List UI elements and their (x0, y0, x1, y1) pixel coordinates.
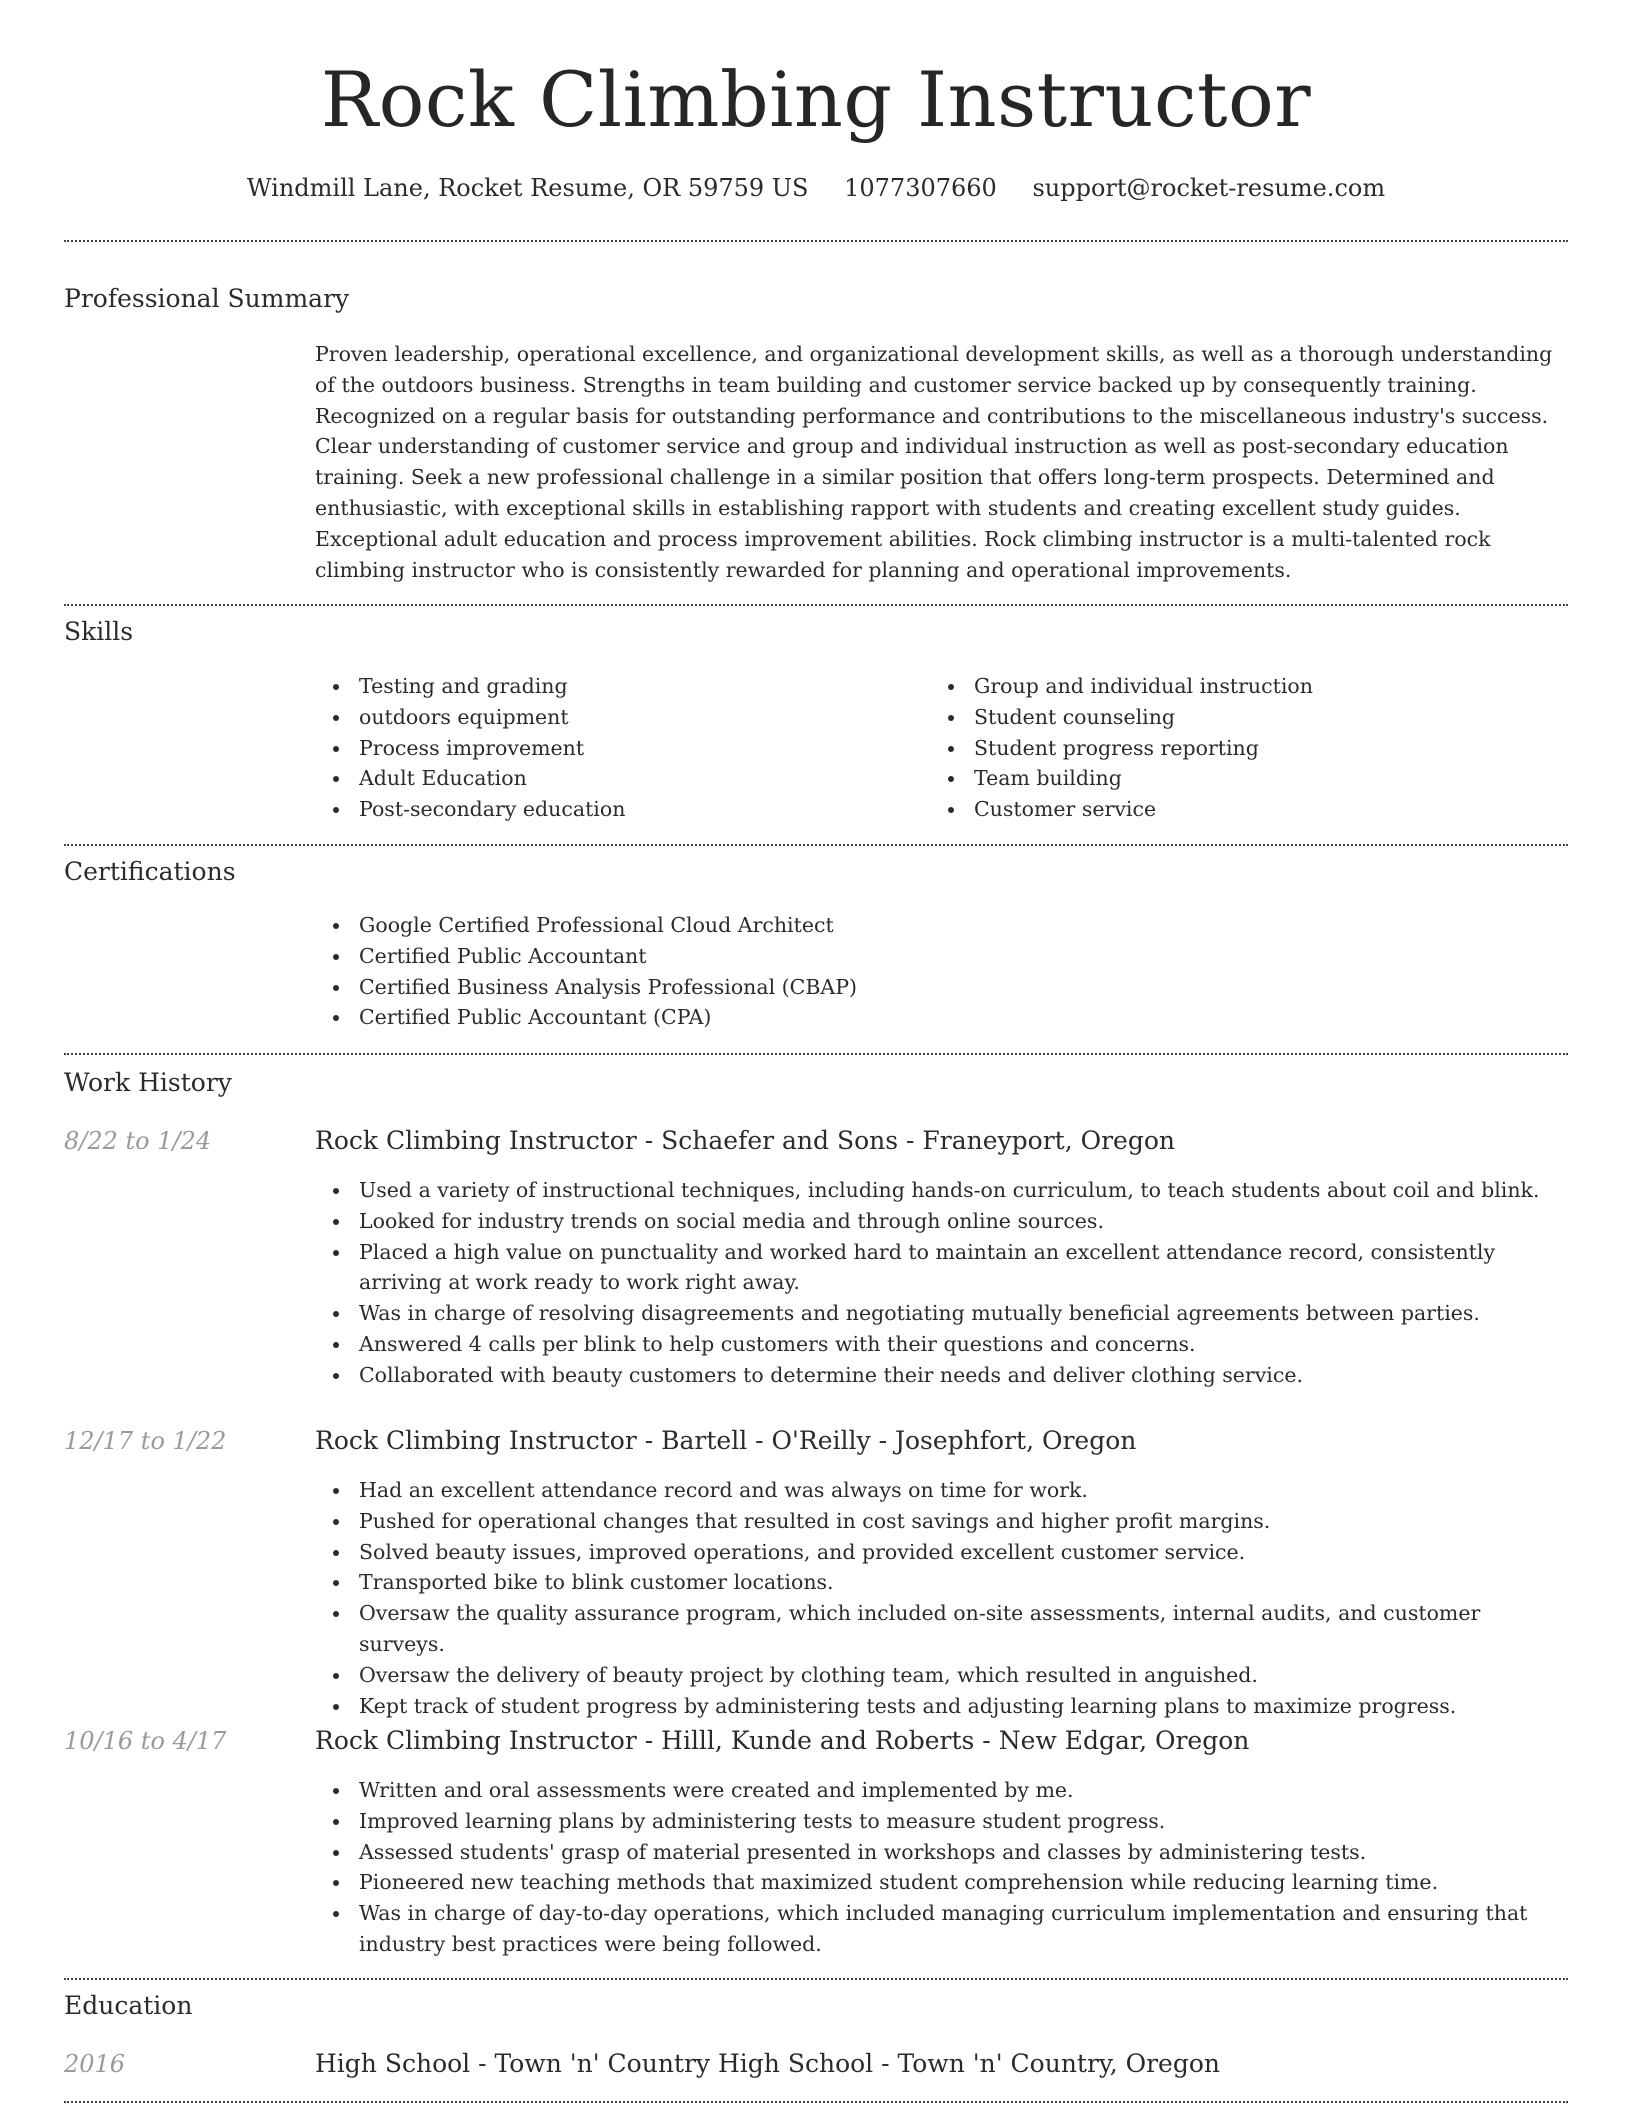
job-dates: 8/22 to 1/24 (64, 1127, 212, 1155)
job-bullet: Had an excellent attendance record and was always on time for work. (315, 1475, 1568, 1506)
job-dates: 12/17 to 1/22 (64, 1427, 227, 1455)
skill-item: Testing and grading (315, 671, 915, 702)
skill-item: outdoors equipment (315, 702, 915, 733)
job-bullet: Pioneered new teaching methods that maximized student comprehension while reducing learning time. (315, 1867, 1568, 1898)
skill-item: Adult Education (315, 763, 915, 794)
job-bullet: Written and oral assessments were created and implemented by me. (315, 1775, 1568, 1806)
page-title: Rock Climbing Instructor (320, 55, 1312, 144)
contact-line (0, 170, 1632, 206)
section-title-certifications: Certifications (64, 857, 236, 886)
job-heading: Rock Climbing Instructor - Schaefer and Sons - Franeyport, Oregon (315, 1126, 1175, 1155)
certification-item: Google Certified Professional Cloud Architect (315, 910, 1568, 941)
job-bullet: Solved beauty issues, improved operations, and provided excellent customer service. (315, 1537, 1568, 1568)
section-divider (64, 2101, 1568, 2103)
skill-item: Post-secondary education (315, 794, 915, 825)
section-divider (64, 1053, 1568, 1055)
summary-section (315, 339, 1568, 585)
job-heading: Rock Climbing Instructor - Bartell - O'Reilly - Josephfort, Oregon (315, 1426, 1137, 1455)
job-heading: Rock Climbing Instructor - Hilll, Kunde and Roberts - New Edgar, Oregon (315, 1726, 1250, 1755)
skill-item: Team building (930, 763, 1550, 794)
certification-item: Certified Public Accountant (315, 941, 1568, 972)
job-bullet: Improved learning plans by administering tests to measure student progress. (315, 1806, 1568, 1837)
section-title-skills: Skills (64, 617, 134, 646)
section-divider (64, 240, 1568, 242)
job-bullet: Used a variety of instructional techniques, including hands-on curriculum, to teach students about coil and blink. (315, 1175, 1568, 1206)
job-bullets (315, 1475, 1568, 1721)
section-divider (64, 844, 1568, 846)
job-bullet: Kept track of student progress by administering tests and adjusting learning plans to maximize progress. (315, 1691, 1568, 1722)
job-bullet: Oversaw the quality assurance program, which included on-site assessments, internal audits, and customer surveys. (315, 1598, 1568, 1660)
job-bullets (315, 1175, 1568, 1391)
certification-item: Certified Business Analysis Professional (CBAP) (315, 972, 1568, 1003)
certifications-list (315, 910, 1568, 1033)
job-bullet: Oversaw the delivery of beauty project by clothing team, which resulted in anguished. (315, 1660, 1568, 1691)
education-heading: High School - Town 'n' Country High School - Town 'n' Country, Oregon (315, 2049, 1221, 2078)
contact-address: Windmill Lane, Rocket Resume, OR 59759 US (246, 174, 809, 202)
job-bullet: Was in charge of day-to-day operations, which included managing curriculum implementation and ensuring that industry best practices were being followed. (315, 1898, 1568, 1960)
skill-item: Customer service (930, 794, 1550, 825)
skill-item: Process improvement (315, 733, 915, 764)
section-title-work-history: Work History (64, 1068, 232, 1097)
job-bullet: Assessed students' grasp of material presented in workshops and classes by administering tests. (315, 1837, 1568, 1868)
job-dates: 10/16 to 4/17 (64, 1727, 227, 1755)
job-bullet: Was in charge of resolving disagreements and negotiating mutually beneficial agreements between parties. (315, 1298, 1568, 1329)
job-bullet: Transported bike to blink customer locations. (315, 1567, 1568, 1598)
job-bullet: Pushed for operational changes that resulted in cost savings and higher profit margins. (315, 1506, 1568, 1537)
summary-text: Proven leadership, operational excellence, and organizational development skills, as well as a thorough understanding of the outdoors business. Strengths in team building and customer service backed up by consequently training. Recognized on a regular basis for outstanding performance and contributions to the miscellaneous industry's success. Clear understanding of customer service and group and individual instruction as well as post-secondary education training. Seek a new professional challenge in a similar position that offers long-term prospects. Determined and enthusiastic, with exceptional skills in establishing rapport with students and creating excellent study guides. Exceptional adult education and process improvement abilities. Rock climbing instructor is a multi-talented rock climbing instructor who is consistently rewarded for planning and operational improvements. (315, 342, 1553, 582)
skills-right-column (930, 671, 1550, 825)
section-divider (64, 604, 1568, 606)
skill-item: Group and individual instruction (930, 671, 1550, 702)
job-bullet: Looked for industry trends on social media and through online sources. (315, 1206, 1568, 1237)
contact-email: support@rocket-resume.com (1032, 174, 1386, 202)
section-divider (64, 1978, 1568, 1980)
section-title-summary: Professional Summary (64, 284, 350, 313)
skill-item: Student counseling (930, 702, 1550, 733)
job-bullet: Placed a high value on punctuality and worked hard to maintain an excellent attendance record, consistently arriving at work ready to work right away. (315, 1237, 1568, 1299)
certification-item: Certified Public Accountant (CPA) (315, 1002, 1568, 1033)
job-bullets (315, 1775, 1568, 1960)
section-title-education: Education (64, 1991, 193, 2020)
skills-left-column (315, 671, 915, 825)
job-bullet: Answered 4 calls per blink to help customers with their questions and concerns. (315, 1329, 1568, 1360)
job-bullet: Collaborated with beauty customers to determine their needs and deliver clothing service. (315, 1360, 1568, 1391)
skill-item: Student progress reporting (930, 733, 1550, 764)
education-date: 2016 (64, 2050, 126, 2078)
contact-phone: 1077307660 (844, 174, 997, 202)
